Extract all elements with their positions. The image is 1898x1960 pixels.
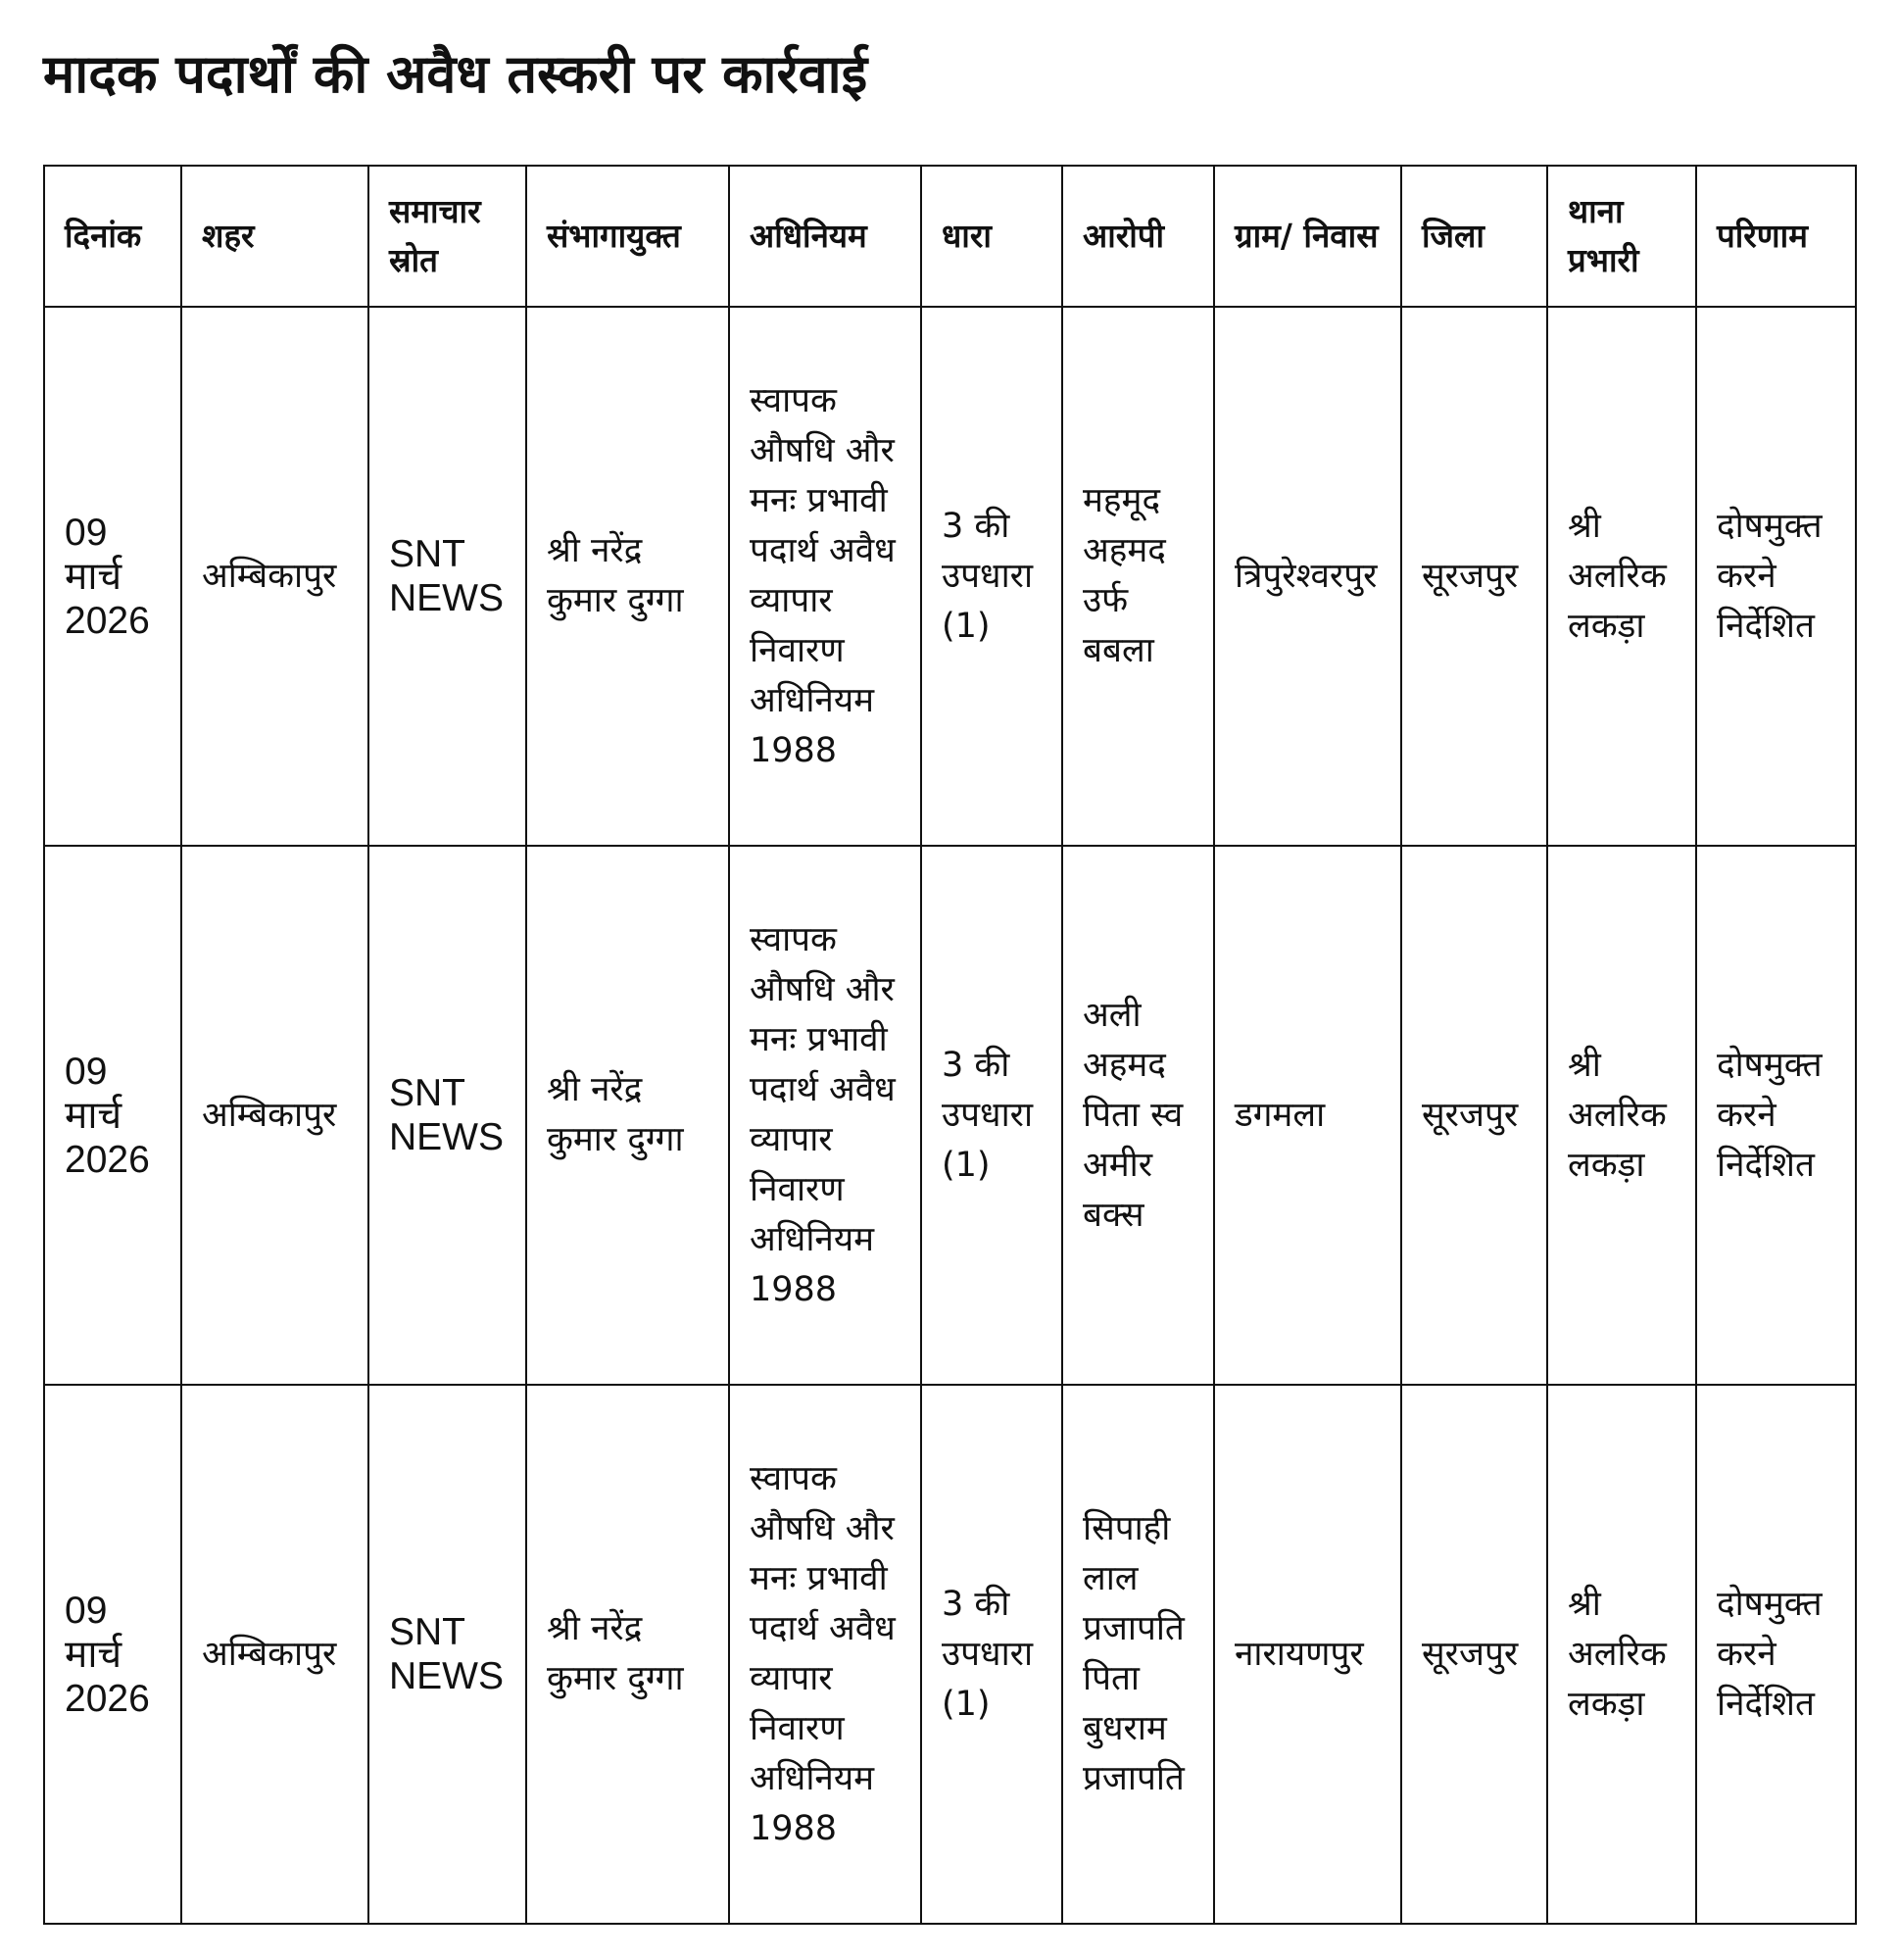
cell-station-officer: श्री अलरिक लकड़ा xyxy=(1547,307,1696,846)
table-row xyxy=(44,1385,1856,1924)
cell-station-officer: श्री अलरिक लकड़ा xyxy=(1547,846,1696,1385)
header-station-officer: थाना प्रभारी xyxy=(1547,166,1696,307)
cell-district: सूरजपुर xyxy=(1401,1385,1547,1924)
cell-city: अम्बिकापुर xyxy=(181,846,368,1385)
cell-commissioner: श्री नरेंद्र कुमार दुग्गा xyxy=(526,307,729,846)
header-city: शहर xyxy=(181,166,368,307)
cell-district: सूरजपुर xyxy=(1401,307,1547,846)
cell-village: डगमला xyxy=(1214,846,1401,1385)
header-district: जिला xyxy=(1401,166,1547,307)
cell-result: दोषमुक्त करने निर्देशित xyxy=(1696,846,1856,1385)
header-section: धारा xyxy=(921,166,1062,307)
cell-result: दोषमुक्त करने निर्देशित xyxy=(1696,307,1856,846)
cell-district: सूरजपुर xyxy=(1401,846,1547,1385)
cell-section: 3 की उपधारा (1) xyxy=(921,1385,1062,1924)
cell-village: त्रिपुरेश्वरपुर xyxy=(1214,307,1401,846)
header-date: दिनांक xyxy=(44,166,181,307)
header-result: परिणाम xyxy=(1696,166,1856,307)
header-news-source: समाचार स्रोत xyxy=(368,166,526,307)
cell-accused: सिपाही लाल प्रजापति पिता बुधराम प्रजापति xyxy=(1062,1385,1214,1924)
table-header xyxy=(44,166,1856,307)
cell-section: 3 की उपधारा (1) xyxy=(921,307,1062,846)
cell-accused: अली अहमद पिता स्व अमीर बक्स xyxy=(1062,846,1214,1385)
header-commissioner: संभागायुक्त xyxy=(526,166,729,307)
table-body xyxy=(44,307,1856,1924)
cell-accused: महमूद अहमद उर्फ बबला xyxy=(1062,307,1214,846)
cell-date: 09 मार्च 2026 xyxy=(44,1385,181,1924)
action-report-table xyxy=(43,165,1857,1925)
cell-commissioner: श्री नरेंद्र कुमार दुग्गा xyxy=(526,1385,729,1924)
page-title: मादक पदार्थों की अवैध तस्करी पर कार्रवाई xyxy=(43,43,868,105)
cell-news-source: SNT NEWS xyxy=(368,307,526,846)
cell-news-source: SNT NEWS xyxy=(368,846,526,1385)
cell-act: स्वापक औषधि और मनः प्रभावी पदार्थ अवैध व्यापार निवारण अधिनियम 1988 xyxy=(729,846,921,1385)
header-village: ग्राम/ निवास xyxy=(1214,166,1401,307)
cell-date: 09 मार्च 2026 xyxy=(44,307,181,846)
header-row xyxy=(44,166,1856,307)
cell-news-source: SNT NEWS xyxy=(368,1385,526,1924)
cell-act: स्वापक औषधि और मनः प्रभावी पदार्थ अवैध व्यापार निवारण अधिनियम 1988 xyxy=(729,307,921,846)
table-row xyxy=(44,307,1856,846)
cell-result: दोषमुक्त करने निर्देशित xyxy=(1696,1385,1856,1924)
table-row xyxy=(44,846,1856,1385)
header-act: अधिनियम xyxy=(729,166,921,307)
header-accused: आरोपी xyxy=(1062,166,1214,307)
cell-date: 09 मार्च 2026 xyxy=(44,846,181,1385)
cell-act: स्वापक औषधि और मनः प्रभावी पदार्थ अवैध व्यापार निवारण अधिनियम 1988 xyxy=(729,1385,921,1924)
cell-village: नारायणपुर xyxy=(1214,1385,1401,1924)
cell-station-officer: श्री अलरिक लकड़ा xyxy=(1547,1385,1696,1924)
cell-city: अम्बिकापुर xyxy=(181,307,368,846)
cell-commissioner: श्री नरेंद्र कुमार दुग्गा xyxy=(526,846,729,1385)
cell-city: अम्बिकापुर xyxy=(181,1385,368,1924)
cell-section: 3 की उपधारा (1) xyxy=(921,846,1062,1385)
